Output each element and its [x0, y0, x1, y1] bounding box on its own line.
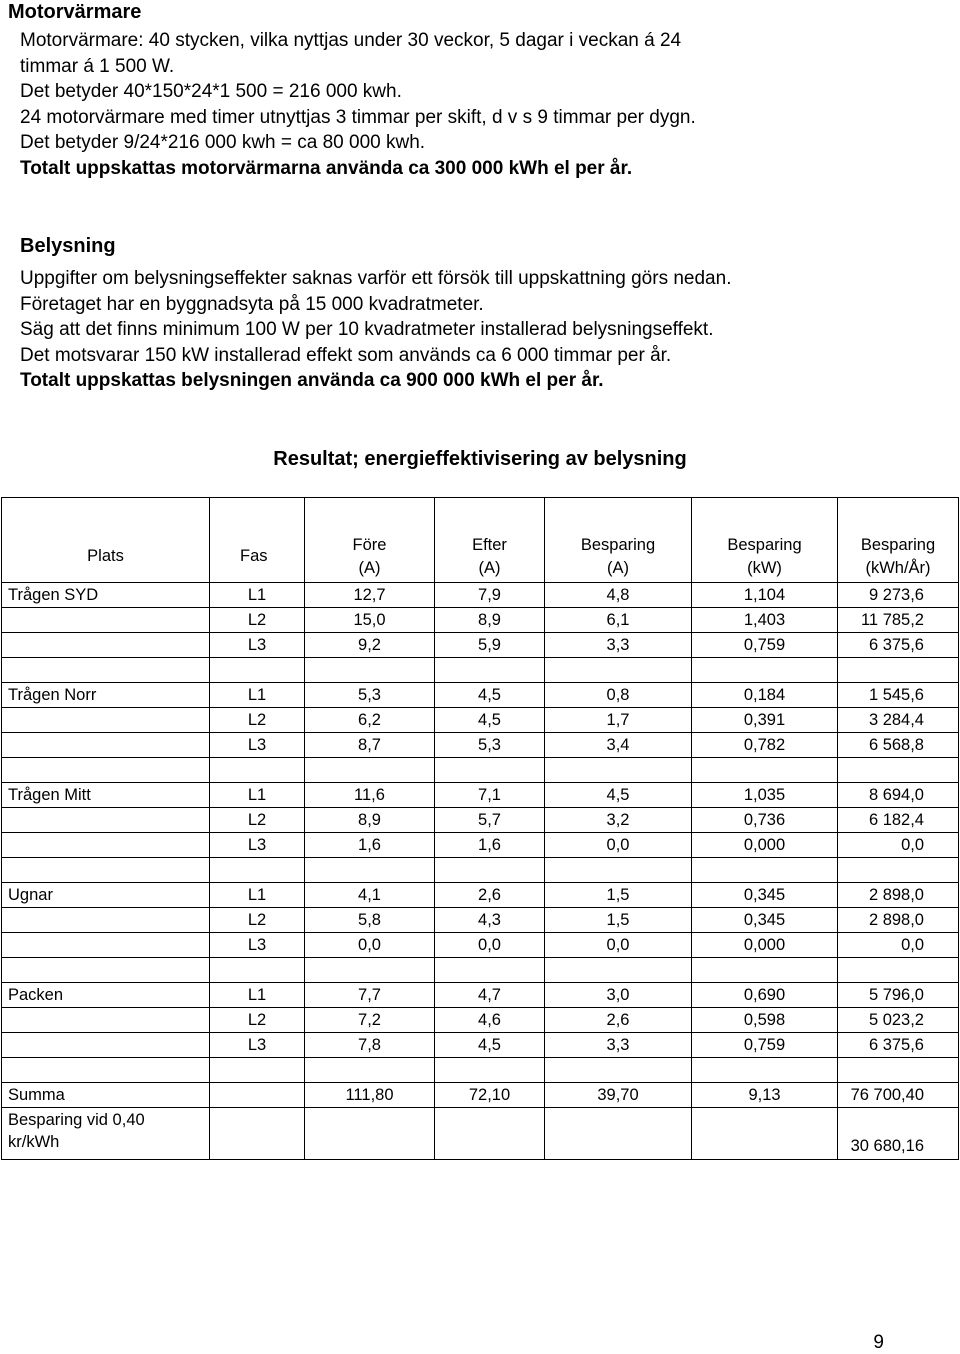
motor-line: Det betyder 40*150*24*1 500 = 216 000 kwh.: [20, 81, 402, 102]
empty-cell: [210, 658, 305, 683]
besparing-kwh-cell: 6 375,6: [838, 1033, 959, 1058]
motor-paragraph: [20, 28, 940, 181]
besparing-kwh-cell: 11 785,2: [838, 608, 959, 633]
besparing-kw-cell: 1,035: [692, 783, 838, 808]
efter-cell: 4,3: [435, 908, 545, 933]
header-besp-kwh-unit: (kWh/År): [865, 559, 931, 577]
besparing-kw-cell: 0,690: [692, 983, 838, 1008]
efter-cell: 8,9: [435, 608, 545, 633]
besparing-kwh-cell: 2 898,0: [838, 883, 959, 908]
fore-cell: 8,7: [305, 733, 435, 758]
besparing-kwh-cell: 0,0: [838, 833, 959, 858]
efter-cell: 4,6: [435, 1008, 545, 1033]
fas-cell: L3: [210, 933, 305, 958]
empty-cell: [435, 1058, 545, 1083]
besparing-kw-cell: 1,104: [692, 583, 838, 608]
empty-cell: [692, 858, 838, 883]
besparing-a-cell: 3,4: [545, 733, 692, 758]
besparing-kw-cell: 1,403: [692, 608, 838, 633]
empty-cell: [692, 758, 838, 783]
header-efter: [435, 498, 545, 583]
empty-cell: [435, 1108, 545, 1160]
motor-line: timmar á 1 500 W.: [20, 55, 175, 77]
empty-cell: [838, 758, 959, 783]
fore-cell: 1,6: [305, 833, 435, 858]
header-plats: Plats: [2, 498, 210, 583]
empty-cell: [2, 658, 210, 683]
besparing-kw-cell: 0,345: [692, 908, 838, 933]
fore-cell: 7,8: [305, 1033, 435, 1058]
empty-cell: [838, 1058, 959, 1083]
efter-cell: 0,0: [435, 933, 545, 958]
empty-cell: [210, 758, 305, 783]
plats-cell: Trågen SYD: [2, 583, 210, 608]
efter-cell: 5,3: [435, 733, 545, 758]
plats-cell: Packen: [2, 983, 210, 1008]
fas-cell: L1: [210, 583, 305, 608]
besparing-kwh-cell: 5 796,0: [838, 983, 959, 1008]
fas-cell: L3: [210, 633, 305, 658]
empty-cell: [435, 658, 545, 683]
table-row: [2, 983, 959, 1008]
empty-cell: [305, 858, 435, 883]
lighting-line: Säg att det finns minimum 100 W per 10 kvadratmeter installerad belysningseffekt.: [20, 319, 714, 340]
table-row: [2, 733, 959, 758]
fore-cell: 5,8: [305, 908, 435, 933]
results-table: [1, 497, 959, 1160]
besparing-kwh-cell: 8 694,0: [838, 783, 959, 808]
besparing-kwh-cell: 5 023,2: [838, 1008, 959, 1033]
empty-cell: [2, 733, 210, 758]
fore-cell: 7,7: [305, 983, 435, 1008]
savings-note-value: 30 680,16: [838, 1108, 959, 1160]
motor-line: 24 motorvärmare med timer utnyttjas 3 timmar per skift, d v s 9 timmar per dygn.: [20, 106, 696, 128]
summa-label: Summa: [2, 1083, 210, 1108]
spacer-row: [2, 758, 959, 783]
lighting-line: Företaget har en byggnadsyta på 15 000 kvadratmeter.: [20, 293, 484, 315]
besparing-a-cell: 3,3: [545, 1033, 692, 1058]
besparing-a-cell: 0,8: [545, 683, 692, 708]
plats-cell: Trågen Mitt: [2, 783, 210, 808]
empty-cell: [305, 658, 435, 683]
savings-note-row: [2, 1108, 959, 1160]
besparing-a-cell: 3,0: [545, 983, 692, 1008]
savings-note-label: [2, 1108, 210, 1160]
besparing-a-cell: 3,3: [545, 633, 692, 658]
empty-cell: [2, 958, 210, 983]
efter-cell: 7,1: [435, 783, 545, 808]
empty-cell: [2, 1008, 210, 1033]
besparing-kwh-cell: 1 545,6: [838, 683, 959, 708]
efter-cell: 5,9: [435, 633, 545, 658]
fas-cell: L1: [210, 783, 305, 808]
empty-cell: [545, 858, 692, 883]
efter-cell: 2,6: [435, 883, 545, 908]
table-row: [2, 908, 959, 933]
spacer-row: [2, 658, 959, 683]
besparing-a-cell: 1,5: [545, 908, 692, 933]
empty-cell: [210, 1108, 305, 1160]
empty-cell: [2, 933, 210, 958]
table-row: [2, 808, 959, 833]
empty-cell: [2, 633, 210, 658]
lighting-line: Det motsvarar 150 kW installerad effekt som används ca 6 000 timmar per år.: [20, 344, 672, 366]
fas-cell: L2: [210, 708, 305, 733]
empty-cell: [2, 1058, 210, 1083]
header-besp-a-unit: (A): [607, 559, 629, 577]
empty-cell: [210, 858, 305, 883]
besparing-kw-cell: 0,759: [692, 633, 838, 658]
empty-cell: [692, 658, 838, 683]
table-row: [2, 608, 959, 633]
efter-cell: 4,5: [435, 683, 545, 708]
table-row: [2, 833, 959, 858]
besparing-kw-cell: 0,736: [692, 808, 838, 833]
table-row: [2, 883, 959, 908]
efter-cell: 7,9: [435, 583, 545, 608]
fore-cell: 7,2: [305, 1008, 435, 1033]
besparing-kw-cell: 0,759: [692, 1033, 838, 1058]
efter-cell: 5,7: [435, 808, 545, 833]
fore-cell: 4,1: [305, 883, 435, 908]
plats-cell: Trågen Norr: [2, 683, 210, 708]
efter-cell: 4,5: [435, 708, 545, 733]
empty-cell: [305, 758, 435, 783]
empty-cell: [838, 958, 959, 983]
fas-cell: L3: [210, 733, 305, 758]
besparing-kw-cell: 0,000: [692, 933, 838, 958]
besparing-kwh-cell: 6 182,4: [838, 808, 959, 833]
results-heading: [0, 446, 960, 472]
table-row: [2, 708, 959, 733]
table-row: [2, 1008, 959, 1033]
fore-cell: 5,3: [305, 683, 435, 708]
fas-cell: L3: [210, 833, 305, 858]
header-row: [2, 498, 959, 583]
empty-cell: [545, 1108, 692, 1160]
besparing-kw-cell: 0,598: [692, 1008, 838, 1033]
summa-fore: 111,80: [305, 1083, 435, 1108]
empty-cell: [305, 958, 435, 983]
header-besp-kw-unit: (kW): [747, 559, 782, 577]
besparing-a-cell: 4,8: [545, 583, 692, 608]
empty-cell: [545, 958, 692, 983]
fore-cell: 9,2: [305, 633, 435, 658]
fore-cell: 0,0: [305, 933, 435, 958]
motor-line: Det betyder 9/24*216 000 kwh = ca 80 000 kwh.: [20, 132, 426, 153]
header-efter-label: Efter: [472, 536, 507, 554]
efter-cell: 1,6: [435, 833, 545, 858]
besparing-kw-cell: 0,345: [692, 883, 838, 908]
empty-cell: [210, 1083, 305, 1108]
empty-cell: [2, 908, 210, 933]
besparing-kwh-cell: 6 568,8: [838, 733, 959, 758]
header-besp-kwh-label: Besparing: [860, 536, 936, 554]
besparing-a-cell: 1,5: [545, 883, 692, 908]
besparing-kw-cell: 0,184: [692, 683, 838, 708]
fore-cell: 6,2: [305, 708, 435, 733]
spacer-row: [2, 958, 959, 983]
fas-cell: L1: [210, 683, 305, 708]
empty-cell: [2, 758, 210, 783]
table-row: [2, 633, 959, 658]
summa-row: [2, 1083, 959, 1108]
lighting-heading: Belysning: [20, 235, 116, 257]
header-efter-unit: (A): [478, 559, 501, 577]
empty-cell: [435, 858, 545, 883]
besparing-a-cell: 3,2: [545, 808, 692, 833]
fas-cell: L1: [210, 983, 305, 1008]
lighting-paragraph: [20, 266, 940, 394]
efter-cell: 4,5: [435, 1033, 545, 1058]
besparing-kw-cell: 0,782: [692, 733, 838, 758]
motor-total: Totalt uppskattas motorvärmarna använda ca 300 000 kWh el per år.: [20, 157, 633, 179]
summa-efter: 72,10: [435, 1083, 545, 1108]
fore-cell: 11,6: [305, 783, 435, 808]
spacer-row: [2, 858, 959, 883]
header-fore-unit: (A): [358, 559, 381, 577]
besparing-kwh-cell: 6 375,6: [838, 633, 959, 658]
table-row: [2, 583, 959, 608]
summa-besparing-a: 39,70: [545, 1083, 692, 1108]
fas-cell: L2: [210, 1008, 305, 1033]
besparing-kwh-cell: 3 284,4: [838, 708, 959, 733]
empty-cell: [2, 608, 210, 633]
summa-besparing-kw: 9,13: [692, 1083, 838, 1108]
summa-besparing-kwh: 76 700,40: [838, 1083, 959, 1108]
besparing-kw-cell: 0,391: [692, 708, 838, 733]
spacer-row: [2, 1058, 959, 1083]
table-row: [2, 683, 959, 708]
empty-cell: [305, 1058, 435, 1083]
header-fore: [305, 498, 435, 583]
fas-cell: L3: [210, 1033, 305, 1058]
motor-line: Motorvärmare: 40 stycken, vilka nyttjas under 30 veckor, 5 dagar i veckan á 24: [20, 30, 682, 51]
empty-cell: [545, 758, 692, 783]
results-title: Resultat; energieffektivisering av belysning: [273, 448, 687, 470]
empty-cell: [2, 708, 210, 733]
efter-cell: 4,7: [435, 983, 545, 1008]
header-besparing-kwh: [838, 498, 959, 583]
empty-cell: [435, 758, 545, 783]
empty-cell: [545, 658, 692, 683]
page-number: 9: [873, 1332, 884, 1353]
besparing-a-cell: 0,0: [545, 833, 692, 858]
empty-cell: [692, 1058, 838, 1083]
empty-cell: [838, 658, 959, 683]
empty-cell: [2, 808, 210, 833]
besparing-kwh-cell: 9 273,6: [838, 583, 959, 608]
fas-cell: L2: [210, 908, 305, 933]
table-row: [2, 1033, 959, 1058]
fore-cell: 15,0: [305, 608, 435, 633]
besparing-a-cell: 0,0: [545, 933, 692, 958]
fore-cell: 12,7: [305, 583, 435, 608]
besparing-kw-cell: 0,000: [692, 833, 838, 858]
empty-cell: [210, 1058, 305, 1083]
besparing-a-cell: 6,1: [545, 608, 692, 633]
table-row: [2, 933, 959, 958]
header-fore-label: Före: [352, 536, 387, 554]
savings-note-line: kr/kWh: [8, 1133, 60, 1151]
empty-cell: [435, 958, 545, 983]
empty-cell: [210, 958, 305, 983]
empty-cell: [2, 1033, 210, 1058]
empty-cell: [692, 1108, 838, 1160]
fas-cell: L2: [210, 608, 305, 633]
header-besp-kw-label: Besparing: [727, 536, 802, 554]
plats-cell: Ugnar: [2, 883, 210, 908]
besparing-kwh-cell: 0,0: [838, 933, 959, 958]
besparing-a-cell: 2,6: [545, 1008, 692, 1033]
lighting-line: Uppgifter om belysningseffekter saknas varför ett försök till uppskattning görs nedan.: [20, 268, 732, 289]
table-row: [2, 783, 959, 808]
besparing-kwh-cell: 2 898,0: [838, 908, 959, 933]
empty-cell: [2, 858, 210, 883]
besparing-a-cell: 1,7: [545, 708, 692, 733]
savings-note-line: Besparing vid 0,40: [8, 1111, 145, 1129]
empty-cell: [692, 958, 838, 983]
header-fas: Fas: [210, 498, 305, 583]
empty-cell: [545, 1058, 692, 1083]
header-besparing-a: [545, 498, 692, 583]
header-besparing-kw: [692, 498, 838, 583]
lighting-total: Totalt uppskattas belysningen använda ca 900 000 kWh el per år.: [20, 370, 604, 391]
empty-cell: [838, 858, 959, 883]
besparing-a-cell: 4,5: [545, 783, 692, 808]
empty-cell: [2, 833, 210, 858]
fas-cell: L1: [210, 883, 305, 908]
fore-cell: 8,9: [305, 808, 435, 833]
header-besp-a-label: Besparing: [580, 536, 656, 554]
empty-cell: [305, 1108, 435, 1160]
fas-cell: L2: [210, 808, 305, 833]
motor-heading: Motorvärmare: [8, 1, 142, 23]
